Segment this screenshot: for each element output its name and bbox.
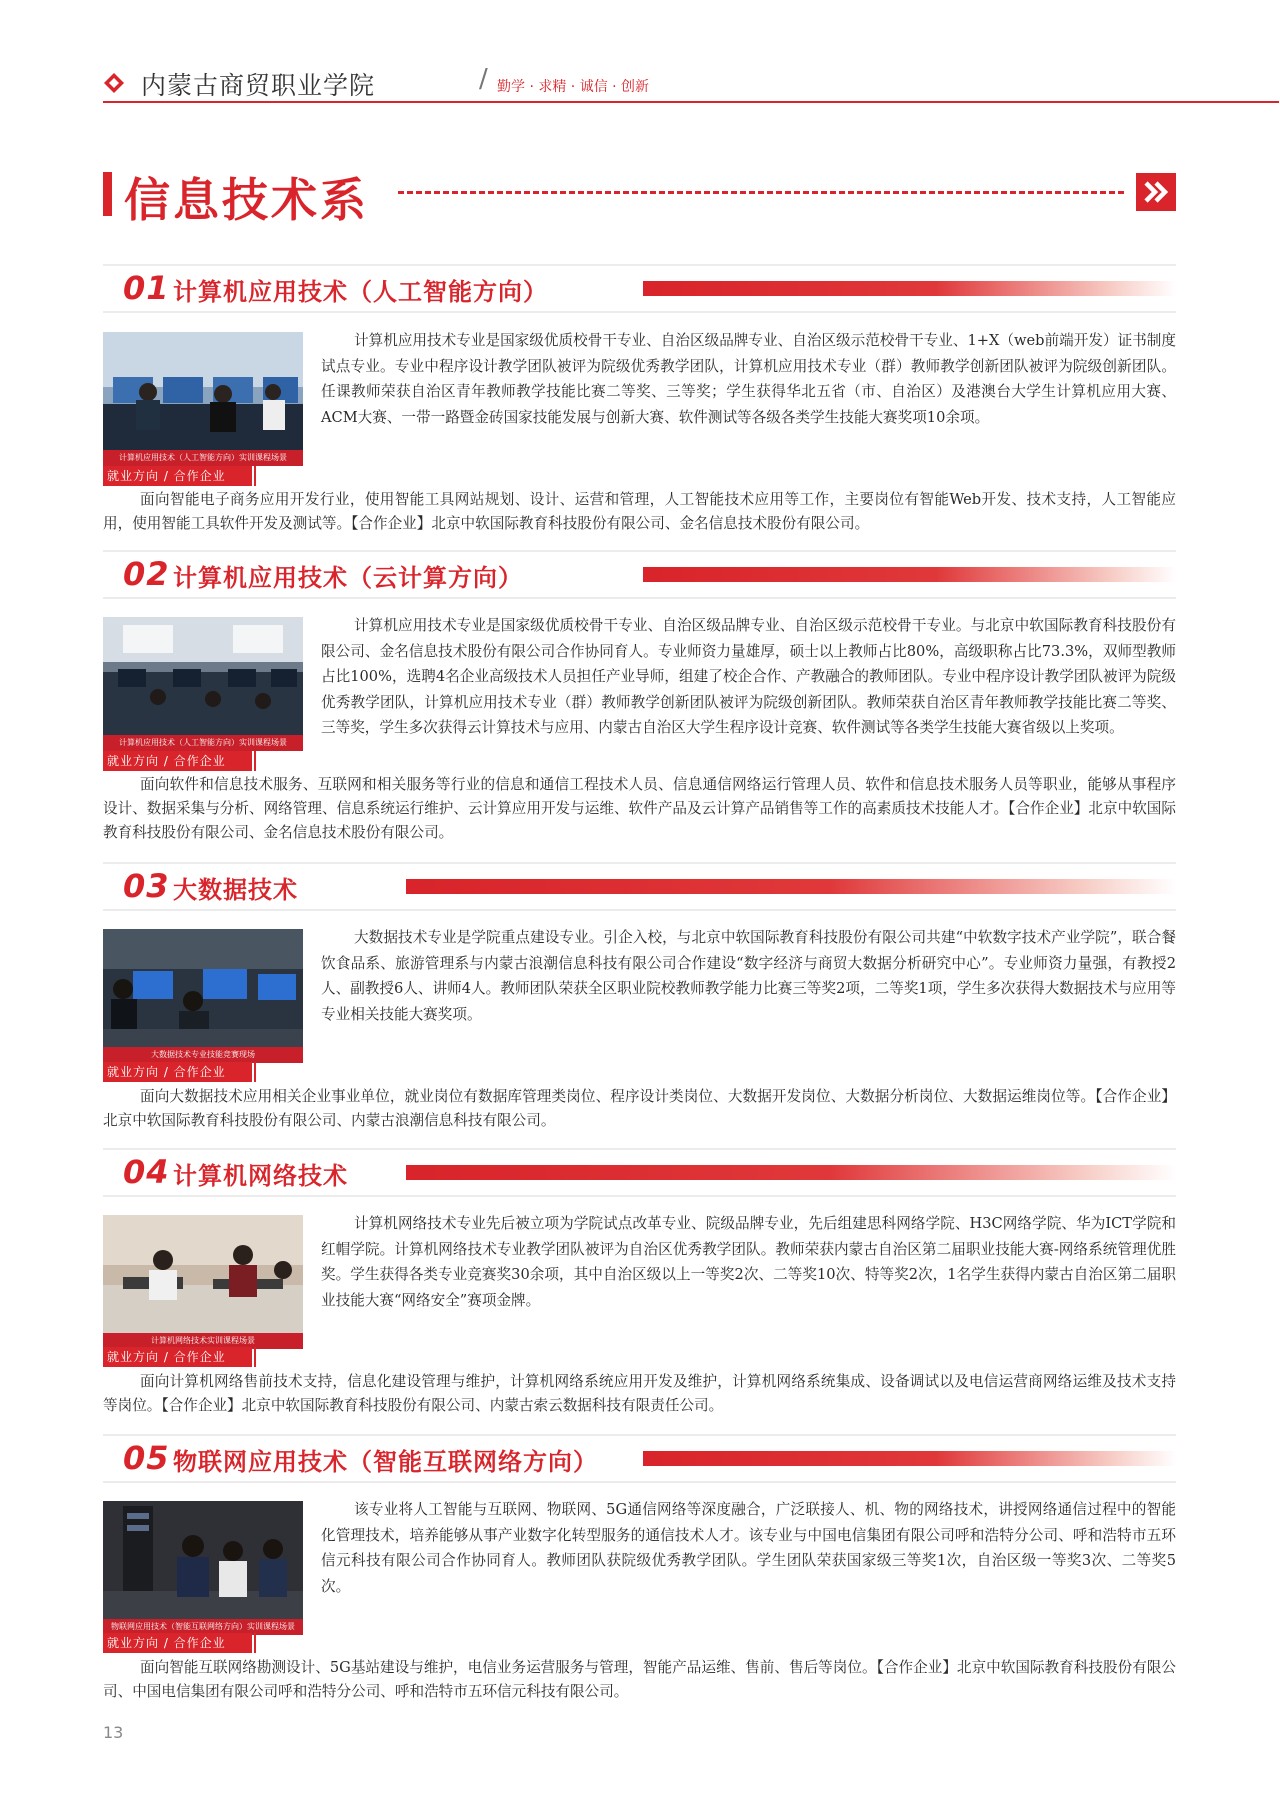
department-title: 信息技术系 [124,173,369,227]
section-gradient-bar [643,567,1176,582]
iot-training-photo [103,1501,303,1635]
classroom-photo [103,617,303,751]
job-direction-tag: 就业方向 / 合作企业 [103,751,252,771]
section-title: 计算机应用技术（人工智能方向） [173,278,548,306]
career-and-partners: 面向计算机网络售前技术支持，信息化建设管理与维护，计算机网络系统应用开发及维护，计算机网络系统集成、设备调试以及电信运营商网络运维及技术支持等岗位。【合作企业】北京中软国际教育科技股份有限公司、内蒙古索云数据科技有限责任公司。 [103,1373,1176,1414]
major-introduction: 计算机应用技术专业是国家级优质校骨干专业、自治区级品牌专业、自治区级示范校骨干专业。与北京中软国际教育科技股份有限公司、金名信息技术股份有限公司合作协同育人。专业师资力量雄厚，硕士以上教师占比80%，高级职称占比73.3%，双师型教师占比100%，选聘4名企业高级技术人员担任产业导师，组建了校企合作、产教融合的教师团队。专业中程序设计教学团队被评为院级优秀教学团队，计算机应用技术专业（群）教师教学创新团队被评为院级创新团队。教师荣获自治区青年教师教学技能比赛二等奖、三等奖，学生多次获得云计算技术与应用、内蒙古自治区大学生程序设计竞赛、软件测试等各类学生技能大赛省级以上奖项。 [321,617,1176,736]
career-and-partners: 面向智能互联网络勘测设计、5G基站建设与维护，电信业务运营服务与管理，智能产品运维、售前、售后等岗位。【合作企业】北京中软国际教育科技股份有限公司、中国电信集团有限公司呼和浩特分公司、呼和浩特市五环信元科技有限公司。 [103,1659,1176,1700]
department-dashed-rule [398,191,1124,194]
section-number: 02 [123,555,170,593]
section-gradient-bar [406,879,1176,894]
section-title: 物联网应用技术（智能互联网络方向） [173,1448,598,1476]
section-photo-02 [103,617,303,751]
career-and-partners: 面向智能电子商务应用开发行业，使用智能工具网站规划、设计、运营和管理，人工智能技术应用等工作，主要岗位有智能Web开发、技术支持，人工智能应用，使用智能工具软件开发及测试等。【合作企业】北京中软国际教育科技股份有限公司、金名信息技术股份有限公司。 [103,491,1176,532]
section-gradient-bar [643,281,1176,296]
section-header-05 [103,1434,1176,1484]
department-title-bar [103,172,112,216]
section-number: 04 [123,1153,170,1191]
school-name: 内蒙古商贸职业学院 [141,71,376,100]
section-photo-03 [103,929,303,1063]
section-gradient-bar [643,1451,1176,1466]
section-title: 大数据技术 [173,876,298,904]
section-photo-01 [103,332,303,466]
classroom-photo [103,332,303,466]
double-chevron-right-icon [1136,173,1176,211]
job-direction-tag: 就业方向 / 合作企业 [103,466,252,486]
section-title: 计算机应用技术（云计算方向） [173,564,523,592]
major-introduction: 大数据技术专业是学院重点建设专业。引企入校，与北京中软国际教育科技股份有限公司共建“中软数字技术产业学院”，联合餐饮食品系、旅游管理系与内蒙古浪潮信息科技有限公司合作建设“数字经济与商贸大数据分析研究中心”。专业师资力量强，有教授2人、副教授6人、讲师4人。教师团队荣获全区职业院校教师教学能力比赛三等奖2项，二等奖1项，学生多次获得大数据技术与应用等专业相关技能大赛奖项。 [321,929,1176,1023]
section-gradient-bar [406,1165,1176,1180]
job-direction-tag: 就业方向 / 合作企业 [103,1347,252,1367]
competition-photo [103,929,303,1063]
network-lab-photo [103,1215,303,1349]
section-title: 计算机网络技术 [173,1162,348,1190]
career-and-partners: 面向大数据技术应用相关企业事业单位，就业岗位有数据库管理类岗位、程序设计类岗位、大数据开发岗位、大数据分析岗位、大数据运维岗位等。【合作企业】北京中软国际教育科技股份有限公司、内蒙古浪潮信息科技有限公司。 [103,1088,1176,1129]
photo-caption: 计算机网络技术实训课程场景 [103,1333,303,1349]
section-header-03 [103,862,1176,912]
major-introduction: 计算机网络技术专业先后被立项为学院试点改革专业、院级品牌专业，先后组建思科网络学院、H3C网络学院、华为ICT学院和红帽学院。计算机网络技术专业教学团队被评为自治区优秀教学团队。教师荣获内蒙古自治区第二届职业技能大赛-网络系统管理优胜奖。学生获得各类专业竞赛奖30余项，其中自治区级以上一等奖2次、二等奖10次、特等奖2次，1名学生获得内蒙古自治区第二届职业技能大赛“网络安全”赛项金牌。 [321,1215,1176,1309]
photo-caption: 物联网应用技术（智能互联网络方向）实训课程场景 [103,1619,303,1635]
section-header-04 [103,1148,1176,1198]
section-number: 03 [123,867,170,905]
section-header-01 [103,264,1176,314]
header-rule [103,101,1279,103]
page-number: 13 [103,1723,124,1742]
photo-caption: 大数据技术专业技能竞赛现场 [103,1047,303,1063]
page-header [103,62,1279,102]
career-and-partners: 面向软件和信息技术服务、互联网和相关服务等行业的信息和通信工程技术人员、信息通信网络运行管理人员、软件和信息技术服务人员等职业，能够从事程序设计、数据采集与分析、网络管理、信息系统运行维护、云计算应用开发与运维、软件产品及云计算产品销售等工作的高素质技术技能人才。【合作企业】北京中软国际教育科技股份有限公司、金名信息技术股份有限公司。 [103,776,1176,841]
job-direction-tag: 就业方向 / 合作企业 [103,1062,252,1082]
major-introduction: 计算机应用技术专业是国家级优质校骨干专业、自治区级品牌专业、自治区级示范校骨干专业、1+X（web前端开发）证书制度试点专业。专业中程序设计教学团队被评为院级优秀教学团队，计算机应用技术专业（群）教师教学创新团队被评为院级创新团队。任课教师荣获自治区青年教师教学技能比赛二等奖、三等奖；学生获得华北五省（市、自治区）及港澳台大学生计算机应用大赛、ACM大赛、一带一路暨金砖国家技能发展与创新大赛、软件测试等各级各类学生技能大赛奖项10余项。 [321,332,1176,426]
school-motto: 勤学 · 求精 · 诚信 · 创新 [497,79,650,95]
section-photo-04 [103,1215,303,1349]
job-direction-tag: 就业方向 / 合作企业 [103,1633,252,1653]
section-photo-05 [103,1501,303,1635]
major-introduction: 该专业将人工智能与互联网、物联网、5G通信网络等深度融合，广泛联接人、机、物的网络技术，讲授网络通信过程中的智能化管理技术，培养能够从事产业数字化转型服务的通信技术人才。该专业与中国电信集团有限公司呼和浩特分公司、呼和浩特市五环信元科技有限公司合作协同育人。教师团队获院级优秀教学团队。学生团队荣获国家级三等奖1次，自治区级一等奖3次、二等奖5次。 [321,1501,1176,1595]
photo-caption: 计算机应用技术（人工智能方向）实训课程场景 [103,735,303,751]
section-header-02 [103,550,1176,600]
header-divider: / [479,64,488,94]
school-logo-icon [103,72,125,94]
section-number: 05 [123,1439,170,1477]
section-number: 01 [123,269,170,307]
photo-caption: 计算机应用技术（人工智能方向）实训课程场景 [103,450,303,466]
